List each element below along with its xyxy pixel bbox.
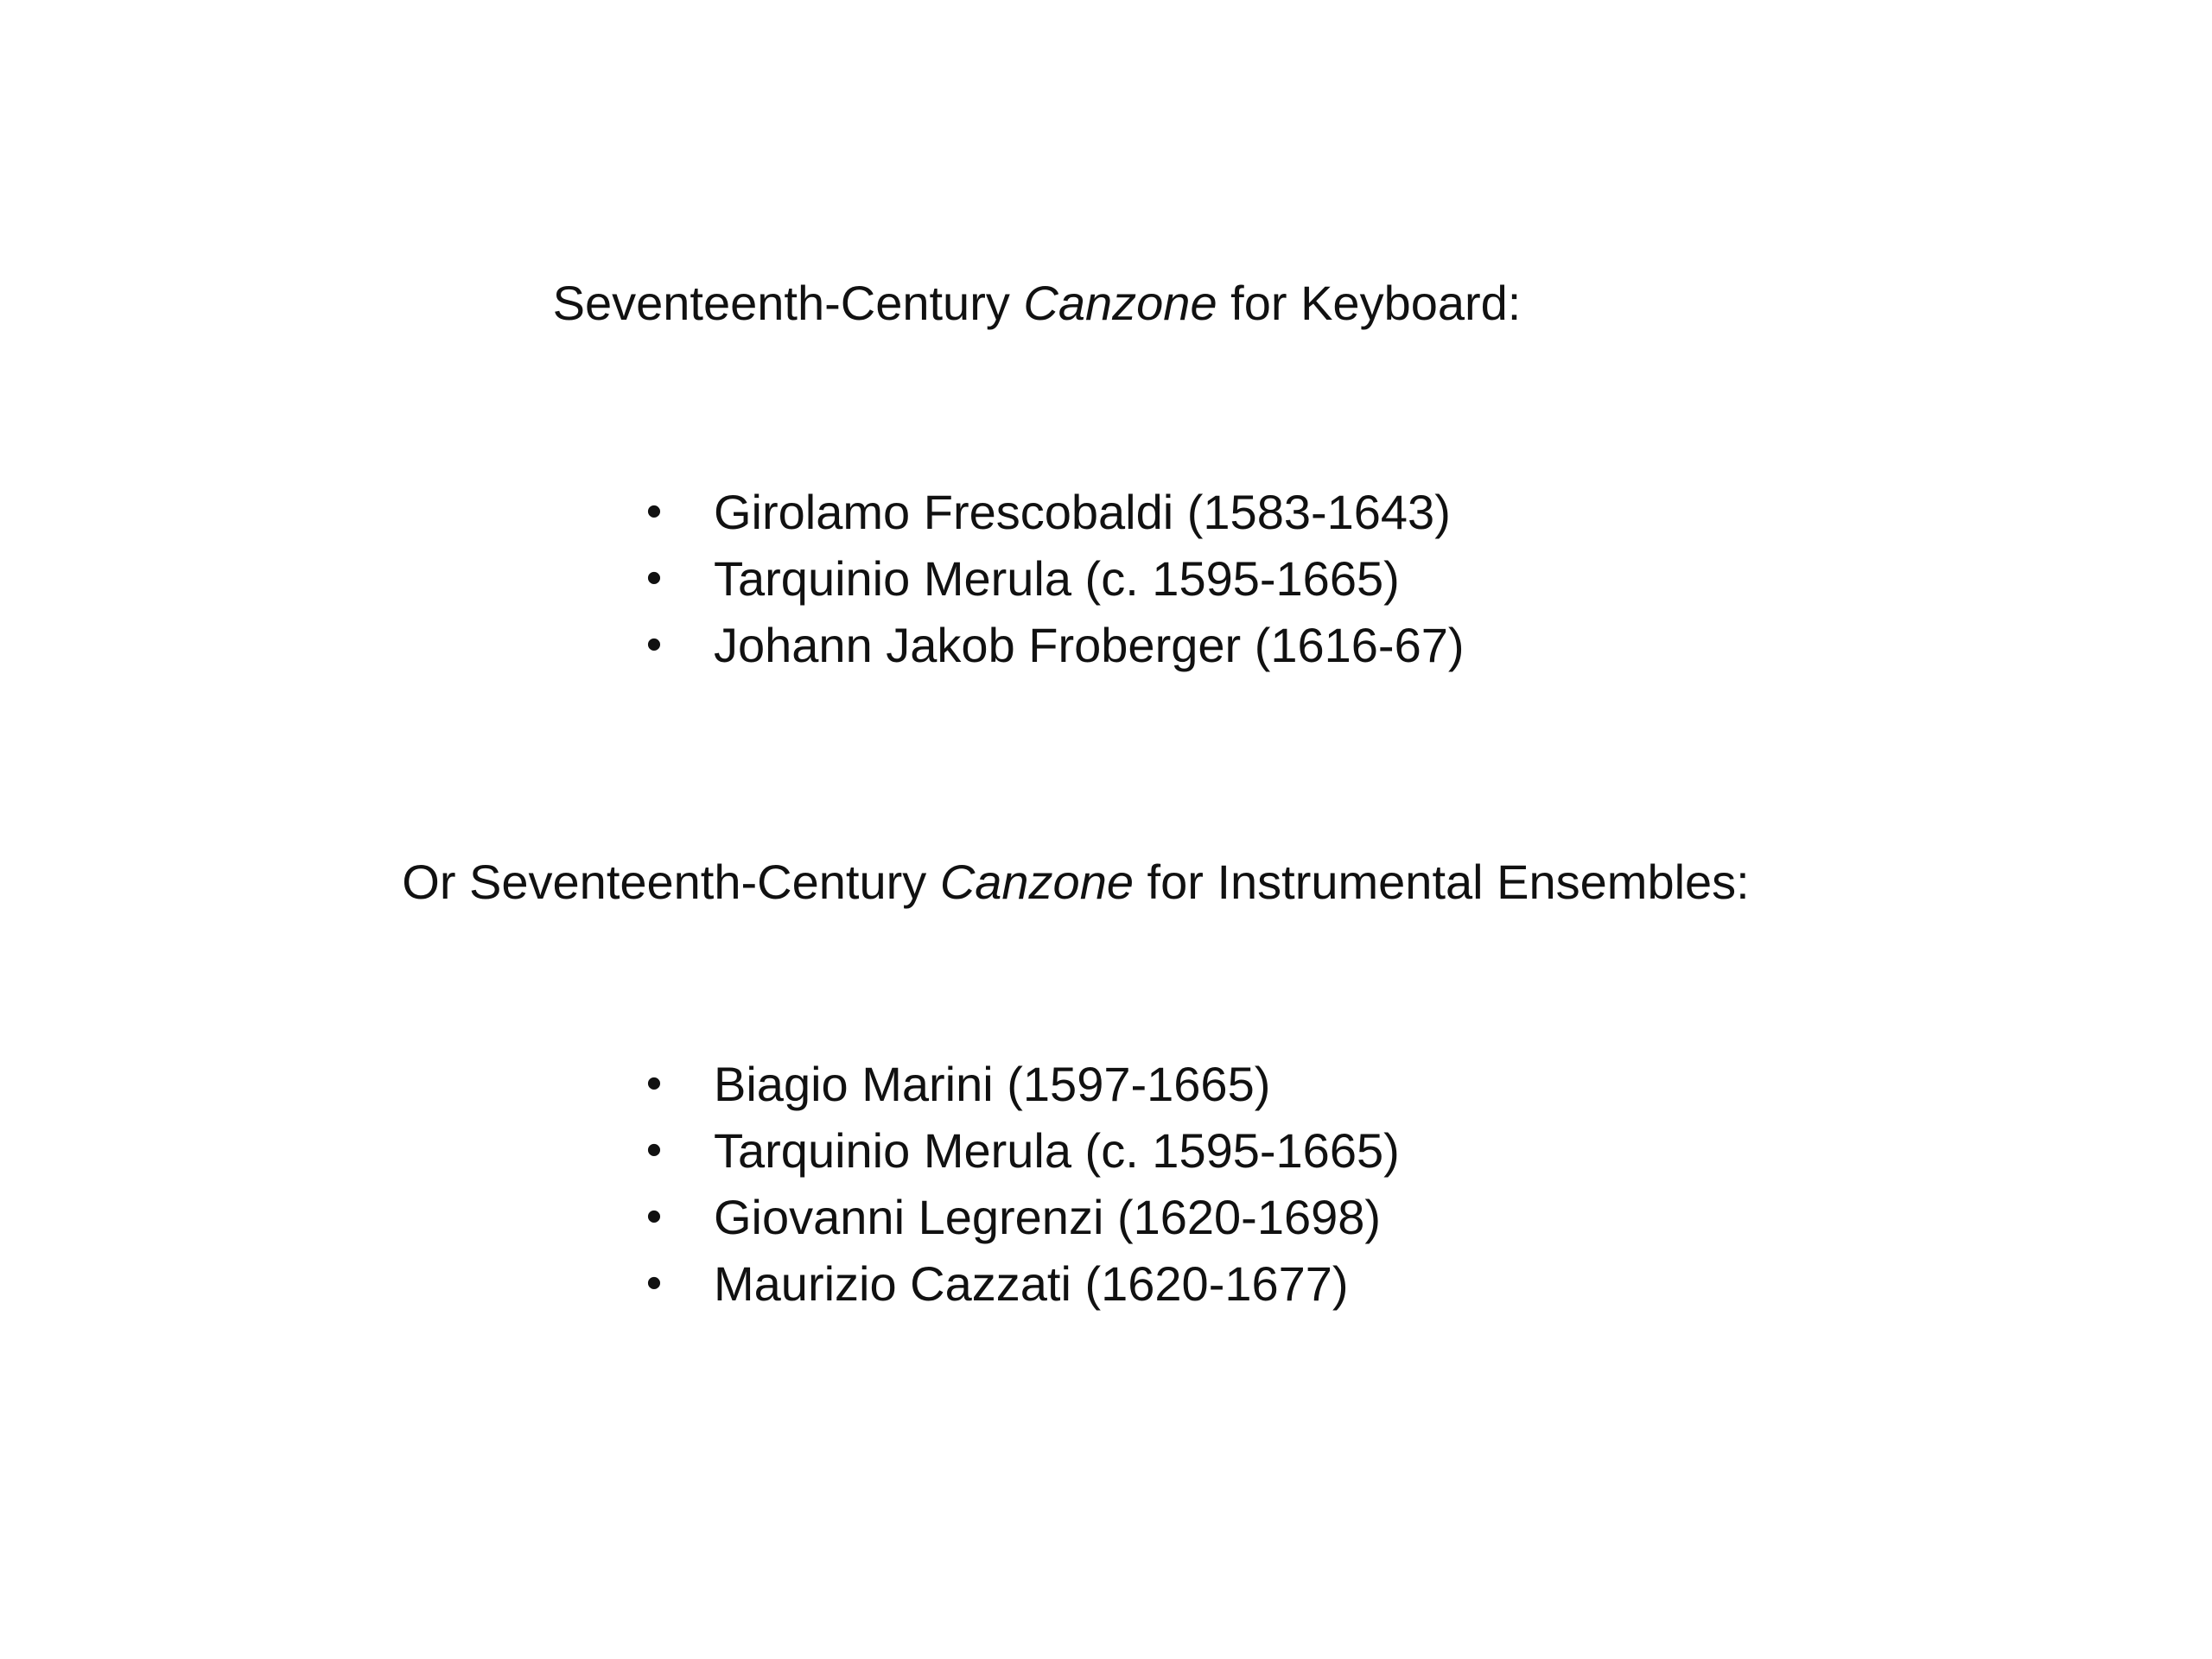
list-item [641, 612, 1465, 678]
list-item [641, 1051, 1400, 1117]
heading-ensembles-italic: Canzone [939, 855, 1134, 909]
ensemble-composer-list [641, 1051, 1400, 1317]
list-item [641, 1117, 1400, 1184]
bullet-icon: • [645, 553, 663, 603]
composer-name: Girolamo Frescobaldi (1583-1643) [714, 485, 1451, 539]
bullet-icon: • [645, 486, 663, 537]
composer-name: Tarquinio Merula (c. 1595-1665) [714, 551, 1400, 606]
heading-keyboard [0, 272, 2212, 334]
keyboard-composer-list [641, 479, 1465, 678]
heading-ensembles [0, 851, 2212, 913]
bullet-icon: • [645, 620, 663, 670]
heading-ensembles-after: for Instrumental Ensembles: [1147, 855, 1750, 909]
list-item [641, 1184, 1400, 1250]
list-item [641, 545, 1465, 612]
heading-ensembles-before: Or Seventeenth-Century [402, 855, 927, 909]
list-item [641, 479, 1465, 545]
bullet-icon: • [645, 1258, 663, 1308]
heading-keyboard-before: Seventeenth-Century [552, 276, 1010, 330]
composer-name: Tarquinio Merula (c. 1595-1665) [714, 1123, 1400, 1178]
composer-name: Biagio Marini (1597-1665) [714, 1057, 1271, 1111]
list-item [641, 1250, 1400, 1317]
heading-keyboard-after: for Keyboard: [1230, 276, 1522, 330]
heading-keyboard-italic: Canzone [1023, 276, 1217, 330]
bullet-icon: • [645, 1192, 663, 1242]
composer-name: Johann Jakob Froberger (1616-67) [714, 618, 1465, 672]
composer-name: Maurizio Cazzati (1620-1677) [714, 1256, 1349, 1311]
bullet-icon: • [645, 1125, 663, 1175]
bullet-icon: • [645, 1058, 663, 1109]
composer-name: Giovanni Legrenzi (1620-1698) [714, 1190, 1382, 1244]
